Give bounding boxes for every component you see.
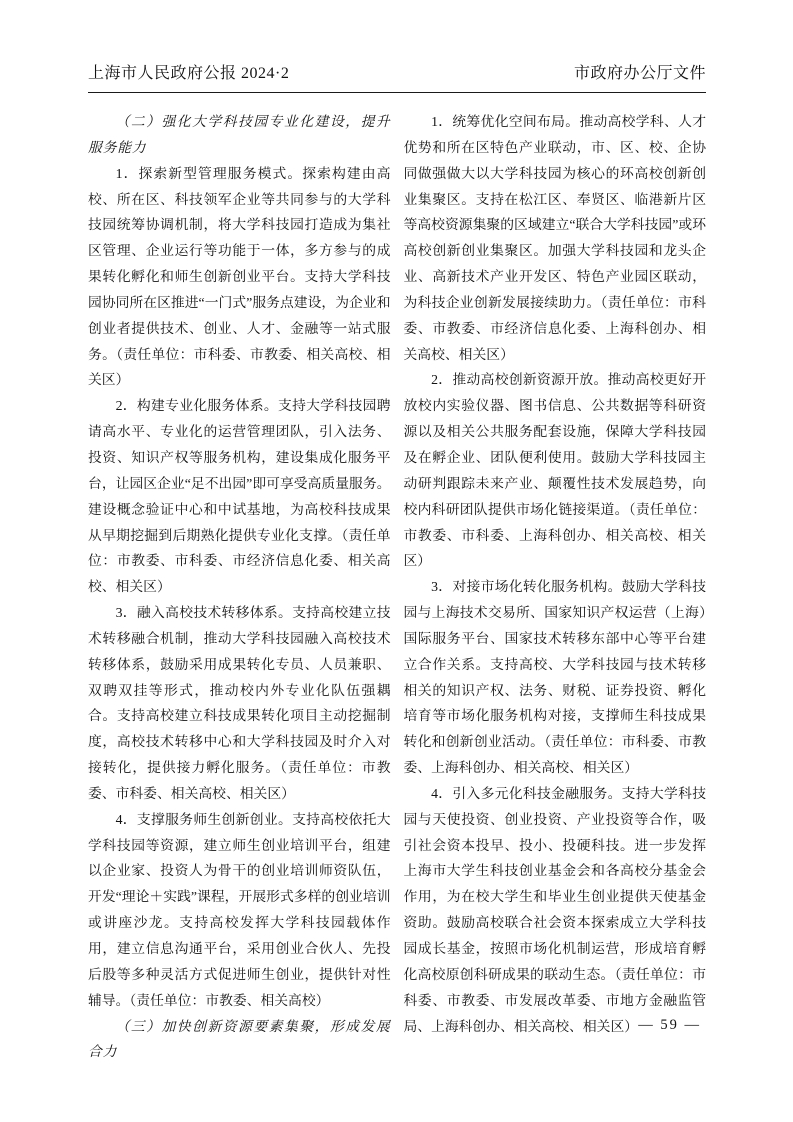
right-column: [404, 109, 707, 1065]
gazette-title: 上海市人民政府公报 2024·2: [88, 65, 290, 82]
left-column: [88, 109, 391, 1065]
page-header: [88, 60, 706, 93]
document-category-label: 市政府办公厅文件: [573, 65, 706, 82]
paragraph: 2．构建专业化服务体系。支持大学科技园聘请高水平、专业化的运营管理团队，引入法务、投资、知识产权等服务机构，建设集成化服务平台，让园区企业“足不出园”即可享受高质量服务。建设概念验证中心和中试基地，为高校科技成果从早期挖掘到后期熟化提供专业化支撑。（责任单位：市教委、市科委、市经济信息化委、相关高校、相关区）: [88, 398, 391, 595]
section-heading-3: （三）加快创新资源要素集聚，形成发展合力: [88, 1018, 391, 1060]
paragraph: 3．对接市场化转化服务机构。鼓励大学科技园与上海技术交易所、国家知识产权运营（上海）国际服务平台、国家技术转移东部中心等平台建立合作关系。支持高校、大学科技园与技术转移相关的知识产权、法务、财税、证券投资、孵化培育等市场化服务机构对接，支撑师生科技成果转化和创新创业活动。（责任单位：市科委、市教委、上海科创办、相关高校、相关区）: [403, 579, 706, 776]
paragraph: 4．支撑服务师生创新创业。支持高校依托大学科技园等资源，建立师生创业培训平台，组建以企业家、投资人为骨干的创业培训师资队伍，开发“理论＋实践”课程，开展形式多样的创业培训或讲座沙龙。支持高校发挥大学科技园载体作用，建立信息沟通平台，采用创业合伙人、先投后股等多种灵活方式促进师生创业，提供针对性辅导。（责任单位：市教委、相关高校）: [88, 811, 391, 1008]
paragraph: 1．探索新型管理服务模式。探索构建由高校、所在区、科技领军企业等共同参与的大学科技园统筹协调机制，将大学科技园打造成为集社区管理、企业运行等功能于一体，多方参与的成果转化孵化和师生创新创业平台。支持大学科技园协同所在区推进“一门式”服务点建设，为企业和创业者提供技术、创业、人才、金融等一站式服务。（责任单位：市科委、市教委、相关高校、相关区）: [88, 165, 391, 388]
paragraph: 3．融入高校技术转移体系。支持高校建立技术转移融合机制，推动大学科技园融入高校技术转移体系，鼓励采用成果转化专员、人员兼职、双聘双挂等形式，推动校内外专业化队伍强耦合。支持高校建立科技成果转化项目主动挖掘制度，高校技术转移中心和大学科技园及时介入对接转化，提供接力孵化服务。（责任单位：市教委、市科委、相关高校、相关区）: [88, 605, 391, 801]
paragraph: 2．推动高校创新资源开放。推动高校更好开放校内实验仪器、图书信息、公共数据等科研资源以及相关公共服务配套设施，保障大学科技园及在孵企业、团队便利使用。鼓励大学科技园主动研判跟踪未来产业、颠覆性技术发展趋势，向校内科研团队提供市场化链接渠道。（责任单位：市教委、市科委、上海科创办、相关高校、相关区）: [403, 372, 706, 569]
section-heading-2: （二）强化大学科技园专业化建设，提升服务能力: [88, 114, 391, 155]
paragraph: 4．引入多元化科技金融服务。支持大学科技园与天使投资、创业投资、产业投资等合作，吸引社会资本投早、投小、投硬科技。进一步发挥上海市大学生科技创业基金会和各高校分基金会作用，为在校大学生和毕业生创业提供天使基金资助。鼓励高校联合社会资本探索成立大学科技园成长基金，按照市场化机制运营，形成培育孵化高校原创科研成果的联动生态。（责任单位：市科委、市教委、市发展改革委、市地方金融监管局、上海科创办、相关高校、相关区）: [403, 785, 706, 1034]
page-number: — 59 —: [638, 1017, 701, 1033]
document-body: [88, 109, 706, 1065]
paragraph: 1．统筹优化空间布局。推动高校学科、人才优势和所在区特色产业联动，市、区、校、企协同做强做大以大学科技园为核心的环高校创新创业集聚区。支持在松江区、奉贤区、临港新片区等高校资源集聚的区域建立“联合大学科技园”或环高校创新创业集聚区。加强大学科技园和龙头企业、高新技术产业开发区、特色产业园区联动，为科技企业创新发展接续助力。（责任单位：市科委、市教委、市经济信息化委、上海科创办、相关高校、相关区）: [403, 114, 706, 362]
